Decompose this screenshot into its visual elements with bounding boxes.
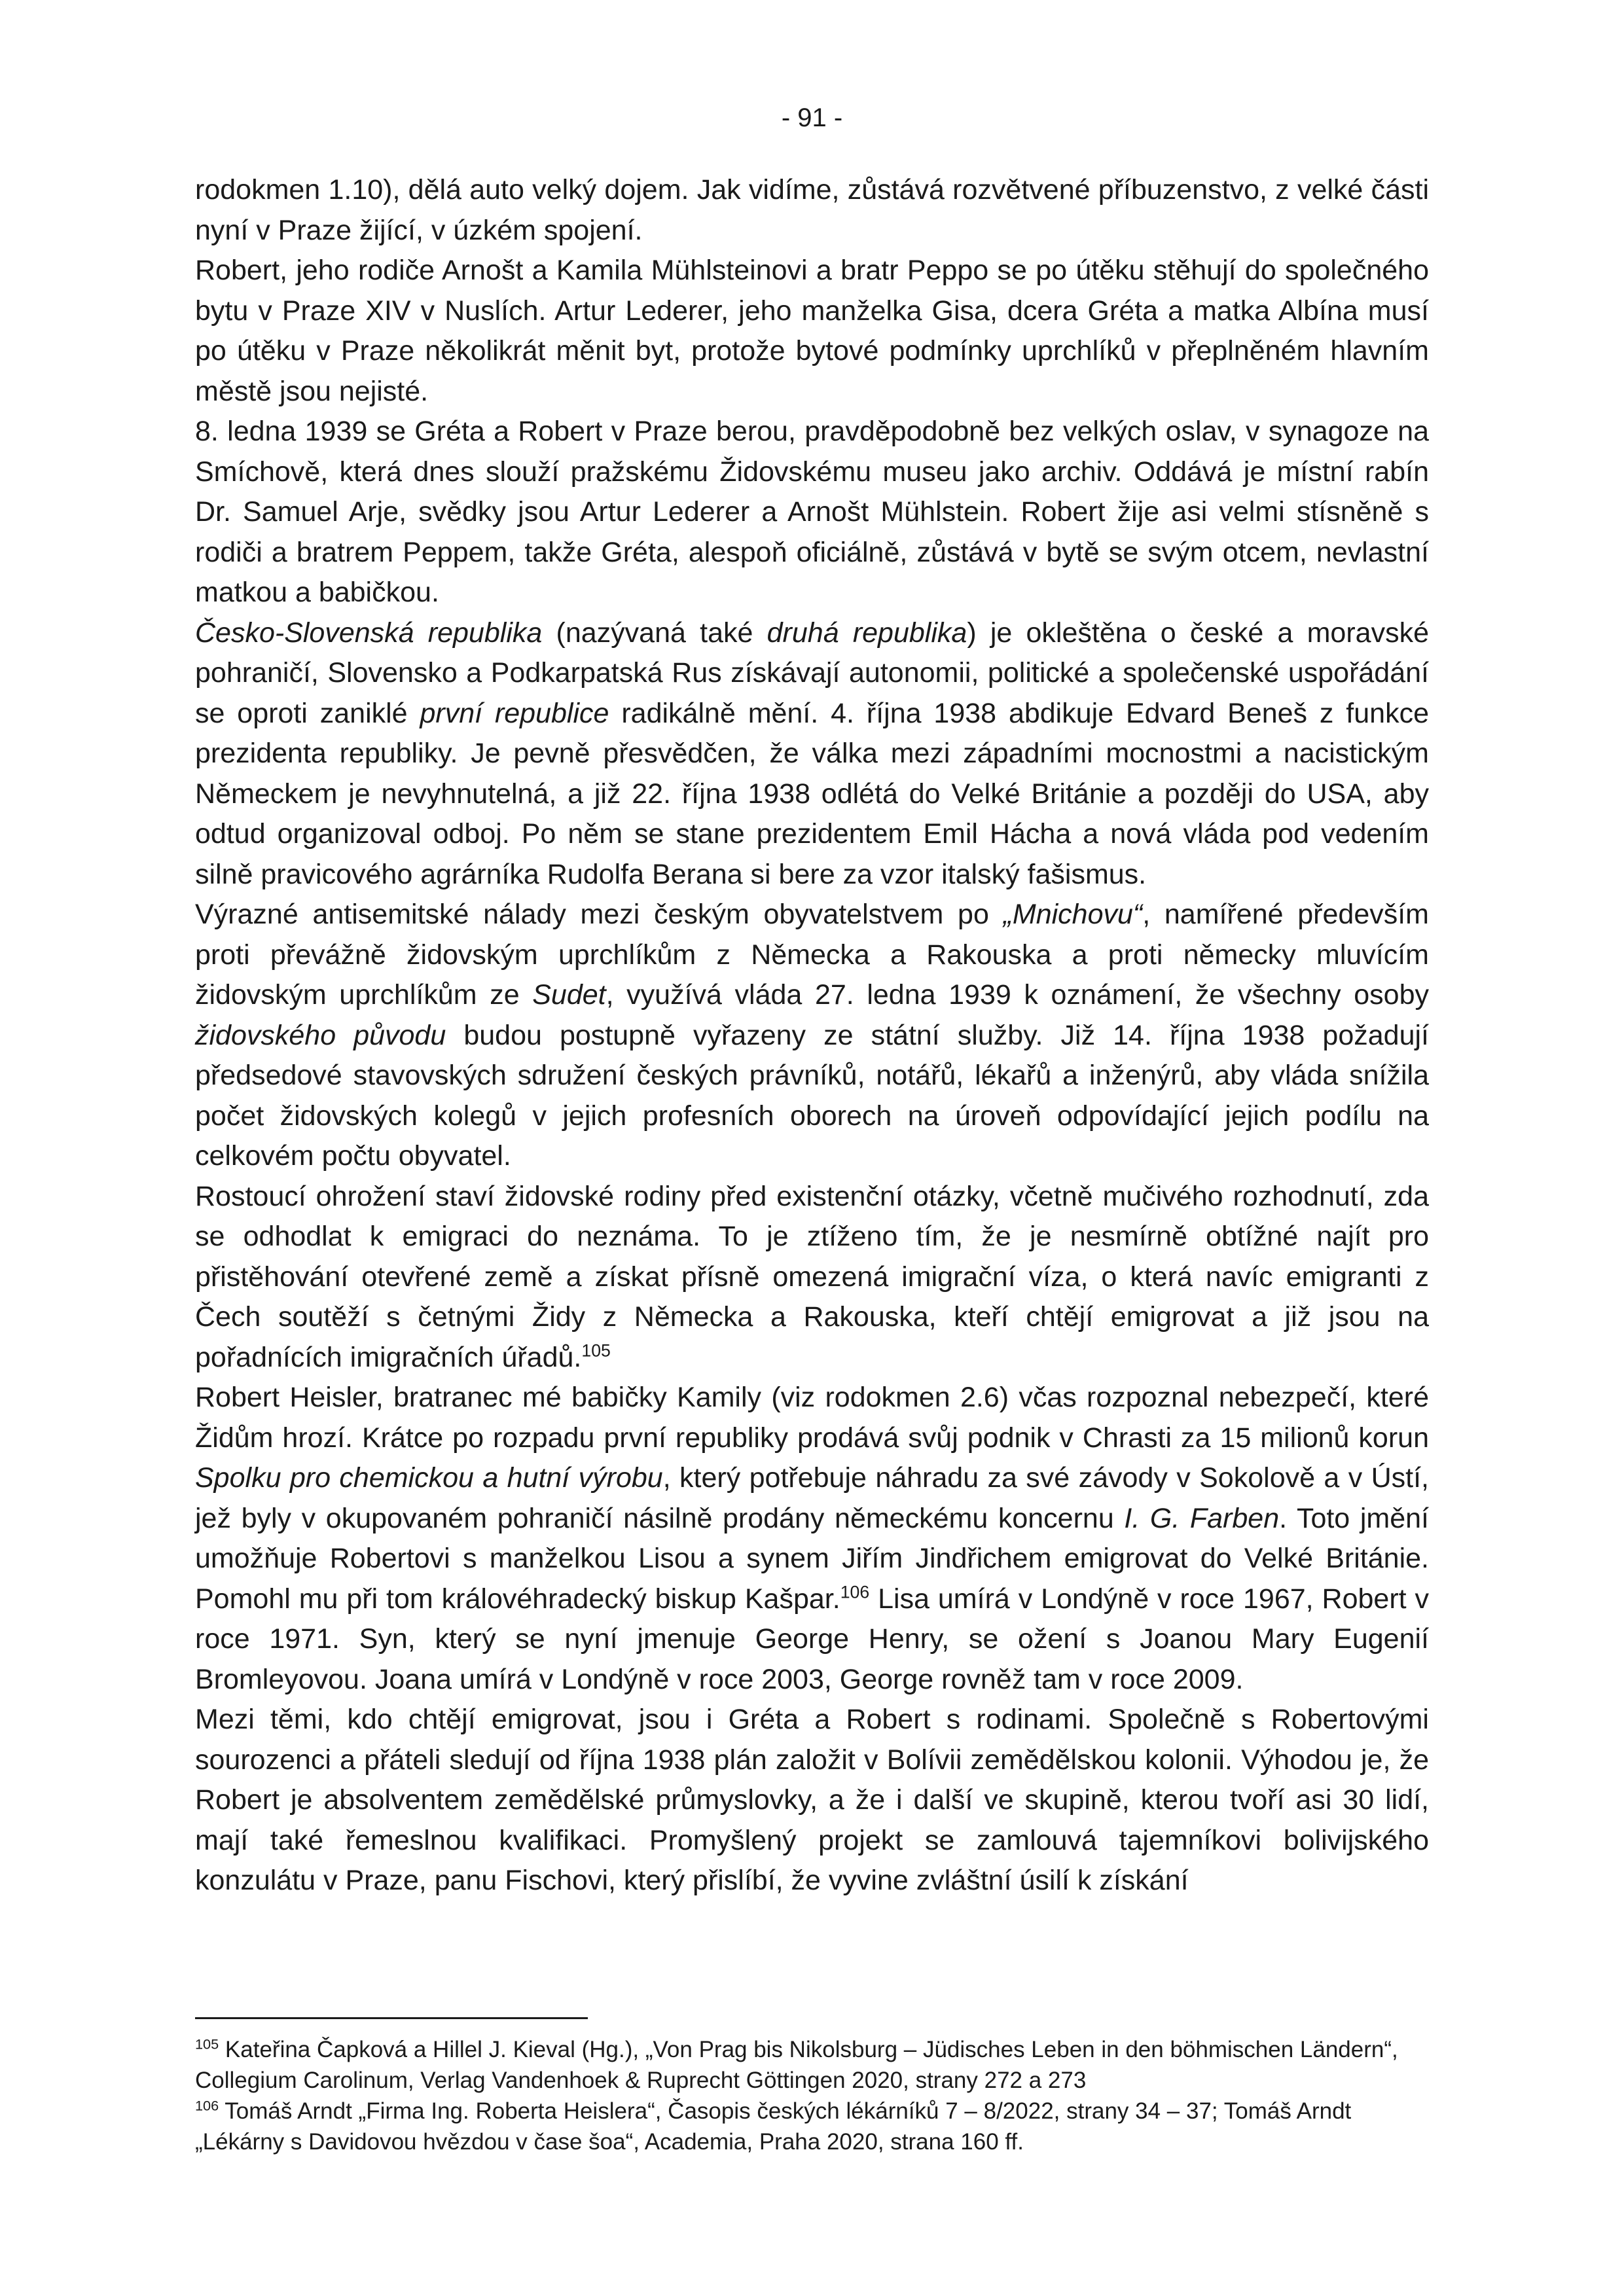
paragraph xyxy=(195,613,1429,895)
paragraph-text: ) je okleštěna o české a moravské pohraničí, Slovensko a Podkarpatská Rus získávají autonomii, politické a společenské uspořádání se oproti zaniklé xyxy=(195,617,1429,729)
footnote-text: Tomáš Arndt „Firma Ing. Roberta Heislera“, Časopis českých lékárníků 7 – 8/2022, strany 34 – 37; Tomáš Arndt „Lékárny s Davidovou hvězdou v čase šoa“, Academia, Praha 2020, strana 160 ff. xyxy=(195,2098,1352,2155)
italic-text: Česko-Slovenská republika xyxy=(195,617,543,649)
paragraph xyxy=(195,412,1429,613)
paragraph-text: radikálně mění. 4. října 1938 abdikuje Edvard Beneš z funkce prezidenta republiky. Je pevně přesvědčen, že válka mezi západními mocnostmi a nacistickým Německem je nevyhnutelná, a již 22. října 1938 odlétá do Velké Británie a později do USA, aby odtud organizoval odboj. Po něm se stane prezidentem Emil Hácha a nová vláda pod vedením silně pravicového agrárníka Rudolfa Berana si bere za vzor italský fašismus. xyxy=(195,697,1429,890)
paragraph-text: , využívá vláda 27. ledna 1939 k oznámení, že všechny osoby xyxy=(605,979,1429,1011)
italic-text: první republice xyxy=(420,697,609,729)
footnote-text: Kateřina Čapková a Hillel J. Kieval (Hg.), „Von Prag bis Nikolsburg – Jüdisches Leben in den böhmischen Ländern“, Collegium Carolinum, Verlag Vandenhoek & Ruprecht Göttingen 2020, strany 272 a 273 xyxy=(195,2037,1398,2093)
paragraph-text: , který potřebuje náhradu za své závody v Sokolově a v Ústí, jež byly v okupovaném pohraničí násilně prodány německému koncernu xyxy=(195,1462,1429,1534)
page-number: - 91 - xyxy=(781,103,843,132)
paragraph-text: rodokmen 1.10), dělá auto velký dojem. Jak vidíme, zůstává rozvětvené příbuzenstvo, z velké části nyní v Praze žijící, v úzkém spojení. xyxy=(195,174,1429,246)
paragraph-text: 8. ledna 1939 se Gréta a Robert v Praze berou, pravděpodobně bez velkých oslav, v synagoze na Smíchově, která dnes slouží pražskému Židovskému museu jako archiv. Oddává je místní rabín Dr. Samuel Arje, svědky jsou Artur Lederer a Arnošt Mühlstein. Robert žije asi velmi stísněně s rodiči a bratrem Peppem, takže Gréta, alespoň oficiálně, zůstává v bytě se svým otcem, nevlastní matkou a babičkou. xyxy=(195,416,1429,608)
footnote-separator xyxy=(195,2017,588,2019)
italic-text: Sudet xyxy=(532,979,606,1011)
italic-text: I. G. Farben xyxy=(1124,1502,1280,1534)
italic-text: Spolku pro chemickou a hutní výrobu xyxy=(195,1462,663,1494)
paragraph xyxy=(195,895,1429,1177)
footnote xyxy=(195,2034,1429,2096)
paragraph-text: Rostoucí ohrožení staví židovské rodiny před existenční otázky, včetně mučivého rozhodnutí, zda se odhodlat k emigraci do neznáma. To je ztíženo tím, že je nesmírně obtížné najít pro přistěhování otevřené země a získat přísně omezená imigrační víza, o která navíc emigranti z Čech soutěží s četnými Židy z Německa a Rakouska, kteří chtějí emigrovat a již jsou na pořadnících imigračních úřadů. xyxy=(195,1180,1429,1373)
paragraph-text: . Toto jmění umožňuje Robertovi s manželkou Lisou a synem Jiřím Jindřichem emigrovat do Velké Británie. Pomohl mu při tom královéhradecký biskup Kašpar. xyxy=(195,1502,1429,1615)
paragraph-text: Robert, jeho rodiče Arnošt a Kamila Mühlsteinovi a bratr Peppo se po útěku stěhují do společného bytu v Praze XIV v Nuslích. Artur Lederer, jeho manželka Gisa, dcera Gréta a matka Albína musí po útěku v Praze několikrát měnit byt, protože bytové podmínky uprchlíků v přeplněném hlavním městě jsou nejisté. xyxy=(195,255,1429,407)
paragraph xyxy=(195,1177,1429,1378)
italic-text: „Mnichovu“ xyxy=(1003,899,1143,930)
paragraph xyxy=(195,170,1429,251)
paragraph-text: budou postupně vyřazeny ze státní služby. Již 14. října 1938 požadují předsedové stavovských sdružení českých právníků, notářů, lékařů a inženýrů, aby vláda snížila počet židovských kolegů v jejich profesních oborech na úroveň odpovídající jejich podílu na celkovém počtu obyvatel. xyxy=(195,1019,1429,1172)
paragraph-text: Mezi těmi, kdo chtějí emigrovat, jsou i Gréta a Robert s rodinami. Společně s Robertovými sourozenci a přáteli sledují od října 1938 plán založit v Bolívii zemědělskou kolonii. Výhodou je, že Robert je absolventem zemědělské průmyslovky, a že i další ve skupině, kterou tvoří asi 30 lidí, mají také řemeslnou kvalifikaci. Promyšlený projekt se zamlouvá tajemníkovi bolivijského konzulátu v Praze, panu Fischovi, který přislíbí, že vyvine zvláštní úsilí k získání xyxy=(195,1704,1429,1896)
italic-text: židovského původu xyxy=(195,1019,446,1051)
body-text xyxy=(195,170,1429,1901)
paragraph-text: Výrazné antisemitské nálady mezi českým obyvatelstvem po xyxy=(195,899,1003,930)
paragraph-text: (nazývaná také xyxy=(542,617,767,649)
italic-text: druhá republika xyxy=(767,617,967,649)
footnote-number: 106 xyxy=(195,2097,219,2114)
paragraph xyxy=(195,1378,1429,1700)
footnotes xyxy=(195,2034,1429,2157)
footnote-reference: 105 xyxy=(581,1340,611,1361)
footnote-reference: 106 xyxy=(840,1582,870,1602)
footnote xyxy=(195,2096,1429,2157)
paragraph-text: Lisa umírá v Londýně v roce 1967, Robert v roce 1971. Syn, který se nyní jmenuje George Henry, se ožení s Joanou Mary Eugenií Bromleyovou. Joana umírá v Londýně v roce 2003, George rovněž tam v roce 2009. xyxy=(195,1583,1430,1695)
paragraph-text: , namířené především proti převážně židovským uprchlíkům z Německa a Rakouska a proti německy mluvícím židovským uprchlíkům ze xyxy=(195,899,1429,1011)
paragraph-text: Robert Heisler, bratranec mé babičky Kamily (viz rodokmen 2.6) včas rozpoznal nebezpečí, které Židům hrozí. Krátce po rozpadu první republiky prodává svůj podnik v Chrasti za 15 milionů korun xyxy=(195,1382,1429,1454)
paragraph xyxy=(195,1700,1429,1901)
paragraph xyxy=(195,251,1429,412)
footnote-number: 105 xyxy=(195,2036,219,2053)
